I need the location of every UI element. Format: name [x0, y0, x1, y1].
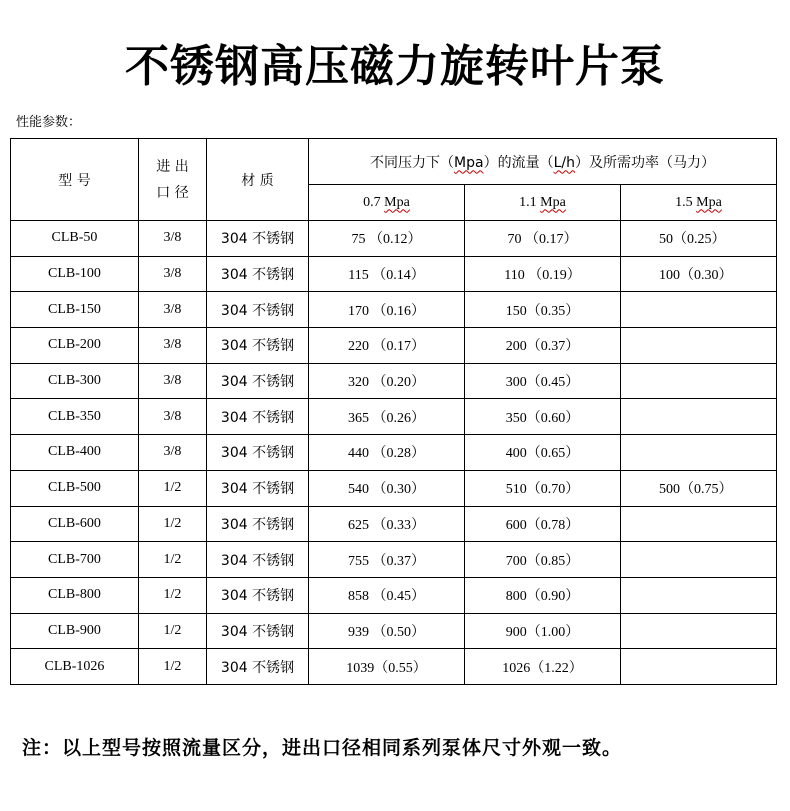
cell-port: 1/2 [139, 649, 207, 685]
header-pressure-1-1 [465, 185, 621, 221]
cell-material: 304 不锈钢 [207, 506, 309, 542]
cell-flow-1-5 [621, 435, 777, 471]
cell-flow-1-1: 350（0.60） [465, 399, 621, 435]
cell-flow-0-7: 115 （0.14） [309, 256, 465, 292]
cell-flow-0-7: 220 （0.17） [309, 328, 465, 364]
spellcheck-underline: L/h [553, 154, 575, 171]
cell-material: 304 不锈钢 [207, 649, 309, 685]
cell-flow-1-5 [621, 399, 777, 435]
cell-material: 304 不锈钢 [207, 399, 309, 435]
cell-port: 3/8 [139, 256, 207, 292]
cell-port: 3/8 [139, 328, 207, 364]
cell-flow-1-1: 900（1.00） [465, 613, 621, 649]
cell-flow-1-5: 500（0.75） [621, 470, 777, 506]
cell-flow-1-1: 1026（1.22） [465, 649, 621, 685]
header-port [139, 139, 207, 221]
table-row [11, 292, 777, 328]
cell-flow-1-5 [621, 292, 777, 328]
cell-flow-1-1: 510（0.70） [465, 470, 621, 506]
table-row [11, 399, 777, 435]
section-label: 性能参数： [16, 115, 82, 130]
cell-flow-1-5 [621, 649, 777, 685]
cell-port: 3/8 [139, 399, 207, 435]
cell-flow-1-5 [621, 363, 777, 399]
table-row [11, 363, 777, 399]
cell-port: 1/2 [139, 542, 207, 578]
cell-flow-1-1: 200（0.37） [465, 328, 621, 364]
table-row [11, 613, 777, 649]
cell-flow-1-5 [621, 542, 777, 578]
performance-table [10, 138, 777, 685]
table-row [11, 221, 777, 257]
table-row [11, 649, 777, 685]
header-pressure-group [309, 139, 777, 185]
cell-material: 304 不锈钢 [207, 435, 309, 471]
cell-flow-1-5 [621, 577, 777, 613]
cell-material: 304 不锈钢 [207, 577, 309, 613]
cell-model: CLB-1026 [11, 649, 139, 685]
cell-model: CLB-300 [11, 363, 139, 399]
header-material: 材 质 [207, 139, 309, 221]
header-pressure-0-7 [309, 185, 465, 221]
cell-flow-1-1: 150（0.35） [465, 292, 621, 328]
cell-flow-1-1: 300（0.45） [465, 363, 621, 399]
cell-material: 304 不锈钢 [207, 363, 309, 399]
header-port-label: 进 出 口 径 [156, 158, 189, 201]
cell-flow-0-7: 440 （0.28） [309, 435, 465, 471]
header-pressure-1-5 [621, 185, 777, 221]
spellcheck-underline: Mpa [540, 194, 566, 210]
cell-flow-1-1: 600（0.78） [465, 506, 621, 542]
pressure-label: 1.1 Mpa [519, 194, 566, 210]
cell-material: 304 不锈钢 [207, 470, 309, 506]
cell-model: CLB-150 [11, 292, 139, 328]
cell-flow-0-7: 320 （0.20） [309, 363, 465, 399]
table-row [11, 506, 777, 542]
cell-flow-1-5: 100（0.30） [621, 256, 777, 292]
cell-flow-1-5 [621, 328, 777, 364]
cell-port: 1/2 [139, 470, 207, 506]
cell-port: 3/8 [139, 221, 207, 257]
pressure-label: 1.5 Mpa [675, 194, 722, 210]
cell-flow-0-7: 625 （0.33） [309, 506, 465, 542]
cell-flow-1-1: 110 （0.19） [465, 256, 621, 292]
cell-model: CLB-700 [11, 542, 139, 578]
table-row [11, 577, 777, 613]
table-row [11, 470, 777, 506]
spellcheck-underline: Mpa [384, 194, 410, 210]
cell-flow-0-7: 755 （0.37） [309, 542, 465, 578]
cell-port: 3/8 [139, 292, 207, 328]
cell-flow-1-5 [621, 506, 777, 542]
table-row [11, 542, 777, 578]
cell-model: CLB-50 [11, 221, 139, 257]
table-body [11, 221, 777, 685]
cell-port: 3/8 [139, 435, 207, 471]
header-model: 型 号 [11, 139, 139, 221]
cell-material: 304 不锈钢 [207, 292, 309, 328]
cell-flow-1-5 [621, 613, 777, 649]
header-pressure-group-label: 不同压力下（Mpa）的流量（L/h）及所需功率（马力） [370, 154, 715, 171]
cell-port: 1/2 [139, 613, 207, 649]
cell-model: CLB-400 [11, 435, 139, 471]
cell-port: 3/8 [139, 363, 207, 399]
spellcheck-underline: Mpa [696, 194, 722, 210]
footnote: 注：以上型号按照流量区分，进出口径相同系列泵体尺寸外观一致。 [22, 737, 623, 759]
cell-model: CLB-500 [11, 470, 139, 506]
spellcheck-underline: Mpa [454, 154, 484, 171]
table-row [11, 435, 777, 471]
cell-model: CLB-600 [11, 506, 139, 542]
cell-flow-1-1: 400（0.65） [465, 435, 621, 471]
cell-material: 304 不锈钢 [207, 542, 309, 578]
page-title: 不锈钢高压磁力旋转叶片泵 [125, 41, 665, 92]
cell-model: CLB-350 [11, 399, 139, 435]
cell-flow-1-1: 700（0.85） [465, 542, 621, 578]
cell-flow-0-7: 1039（0.55） [309, 649, 465, 685]
cell-model: CLB-100 [11, 256, 139, 292]
cell-port: 1/2 [139, 577, 207, 613]
cell-port: 1/2 [139, 506, 207, 542]
cell-model: CLB-200 [11, 328, 139, 364]
cell-flow-1-5: 50（0.25） [621, 221, 777, 257]
cell-model: CLB-900 [11, 613, 139, 649]
cell-model: CLB-800 [11, 577, 139, 613]
cell-flow-1-1: 70 （0.17） [465, 221, 621, 257]
cell-material: 304 不锈钢 [207, 221, 309, 257]
table-row [11, 256, 777, 292]
cell-flow-0-7: 939 （0.50） [309, 613, 465, 649]
cell-flow-0-7: 170 （0.16） [309, 292, 465, 328]
cell-flow-1-1: 800（0.90） [465, 577, 621, 613]
cell-flow-0-7: 858 （0.45） [309, 577, 465, 613]
cell-flow-0-7: 365 （0.26） [309, 399, 465, 435]
pressure-label: 0.7 Mpa [363, 194, 410, 210]
cell-material: 304 不锈钢 [207, 613, 309, 649]
cell-flow-0-7: 75 （0.12） [309, 221, 465, 257]
table-row [11, 328, 777, 364]
cell-material: 304 不锈钢 [207, 328, 309, 364]
cell-flow-0-7: 540 （0.30） [309, 470, 465, 506]
cell-material: 304 不锈钢 [207, 256, 309, 292]
